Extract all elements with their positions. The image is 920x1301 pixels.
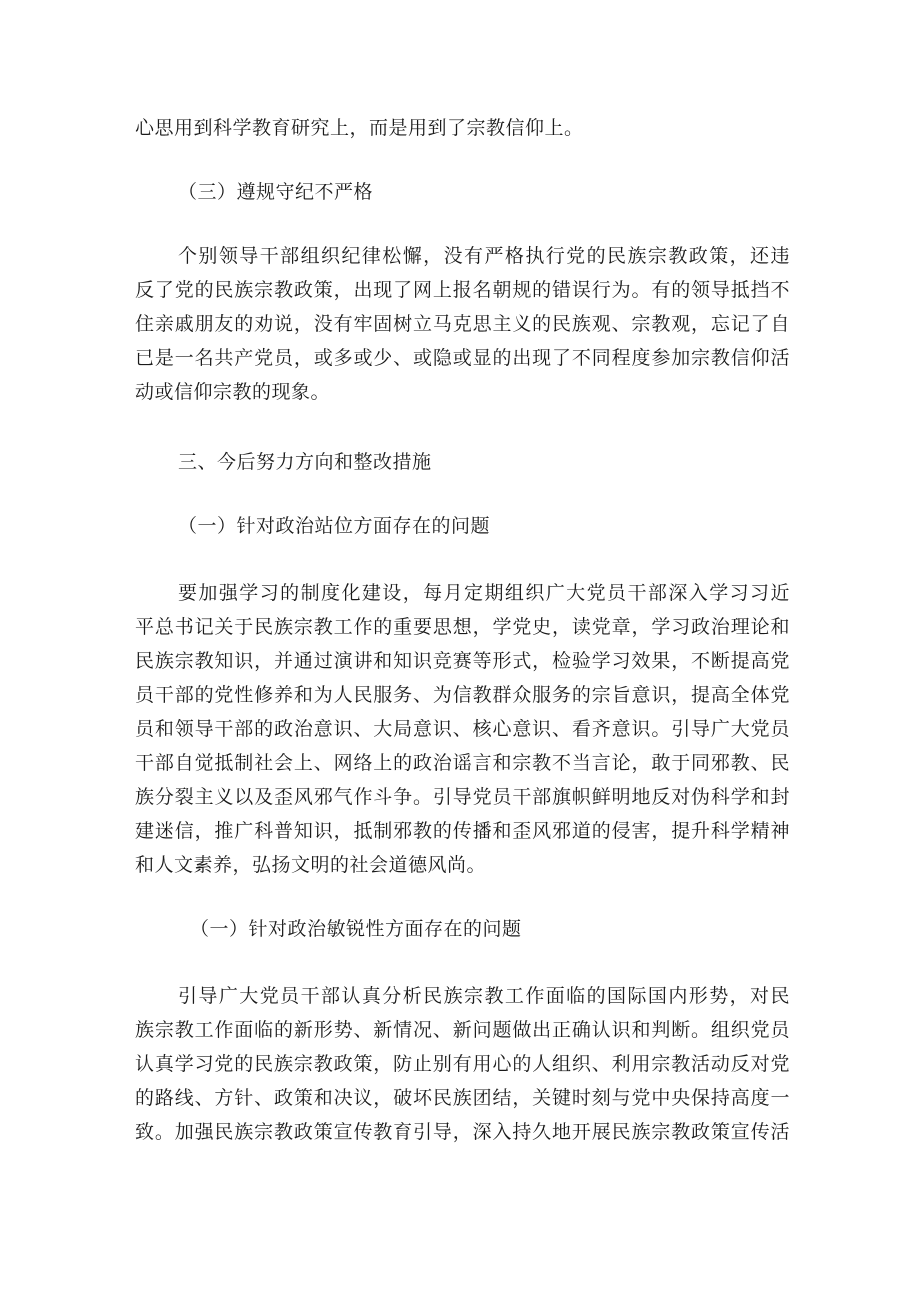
subsection-heading-political-sensitivity: （一）针对政治敏锐性方面存在的问题 bbox=[190, 918, 522, 940]
section-heading-compliance: （三）遵规守纪不严格 bbox=[178, 181, 374, 203]
paragraph-line: 要加强学习的制度化建设，每月定期组织广大党员干部深入学习习近 bbox=[178, 582, 790, 604]
paragraph-line: 建迷信，推广科普知识，抵制邪教的传播和歪风邪道的侵害，提升科学精神 bbox=[135, 820, 790, 842]
paragraph-line: 动或信仰宗教的现象。 bbox=[135, 381, 331, 403]
paragraph-line: 族宗教工作面临的新形势、新情况、新问题做出正确认识和判断。组织党员 bbox=[135, 1019, 790, 1041]
paragraph-line: 个别领导干部组织纪律松懈，没有严格执行党的民族宗教政策，还违 bbox=[178, 245, 790, 267]
paragraph-line: 反了党的民族宗教政策，出现了网上报名朝规的错误行为。有的领导抵挡不 bbox=[135, 279, 790, 301]
paragraph-line: 心思用到科学教育研究上，而是用到了宗教信仰上。 bbox=[135, 117, 584, 139]
paragraph-line: 民族宗教知识，并通过演讲和知识竞赛等形式，检验学习效果，不断提高党 bbox=[135, 650, 790, 672]
paragraph-line: 已是一名共产党员，或多或少、或隐或显的出现了不同程度参加宗教信仰活 bbox=[135, 347, 790, 369]
paragraph-line: 平总书记关于民族宗教工作的重要思想，学党史，读党章，学习政治理论和 bbox=[135, 616, 790, 638]
paragraph-line: 干部自觉抵制社会上、网络上的政治谣言和宗教不当言论，敢于同邪教、民 bbox=[135, 752, 790, 774]
paragraph-line: 的路线、方针、政策和决议，破坏民族团结，关键时刻与党中央保持高度一 bbox=[135, 1087, 790, 1109]
paragraph-line: 和人文素养，弘扬文明的社会道德风尚。 bbox=[135, 854, 487, 876]
section-heading-measures: 三、今后努力方向和整改措施 bbox=[178, 451, 432, 473]
paragraph-line: 员干部的党性修养和为人民服务、为信教群众服务的宗旨意识，提高全体党 bbox=[135, 684, 790, 706]
paragraph-line: 员和领导干部的政治意识、大局意识、核心意识、看齐意识。引导广大党员 bbox=[135, 718, 790, 740]
paragraph-line: 住亲戚朋友的劝说，没有牢固树立马克思主义的民族观、宗教观，忘记了自 bbox=[135, 313, 790, 335]
paragraph-line: 致。加强民族宗教政策宣传教育引导，深入持久地开展民族宗教政策宣传活 bbox=[135, 1121, 790, 1143]
subsection-heading-political-stance: （一）针对政治站位方面存在的问题 bbox=[178, 515, 491, 537]
paragraph-line: 引导广大党员干部认真分析民族宗教工作面临的国际国内形势，对民 bbox=[178, 985, 790, 1007]
paragraph-line: 认真学习党的民族宗教政策，防止别有用心的人组织、利用宗教活动反对党 bbox=[135, 1053, 790, 1075]
paragraph-line: 族分裂主义以及歪风邪气作斗争。引导党员干部旗帜鲜明地反对伪科学和封 bbox=[135, 786, 790, 808]
